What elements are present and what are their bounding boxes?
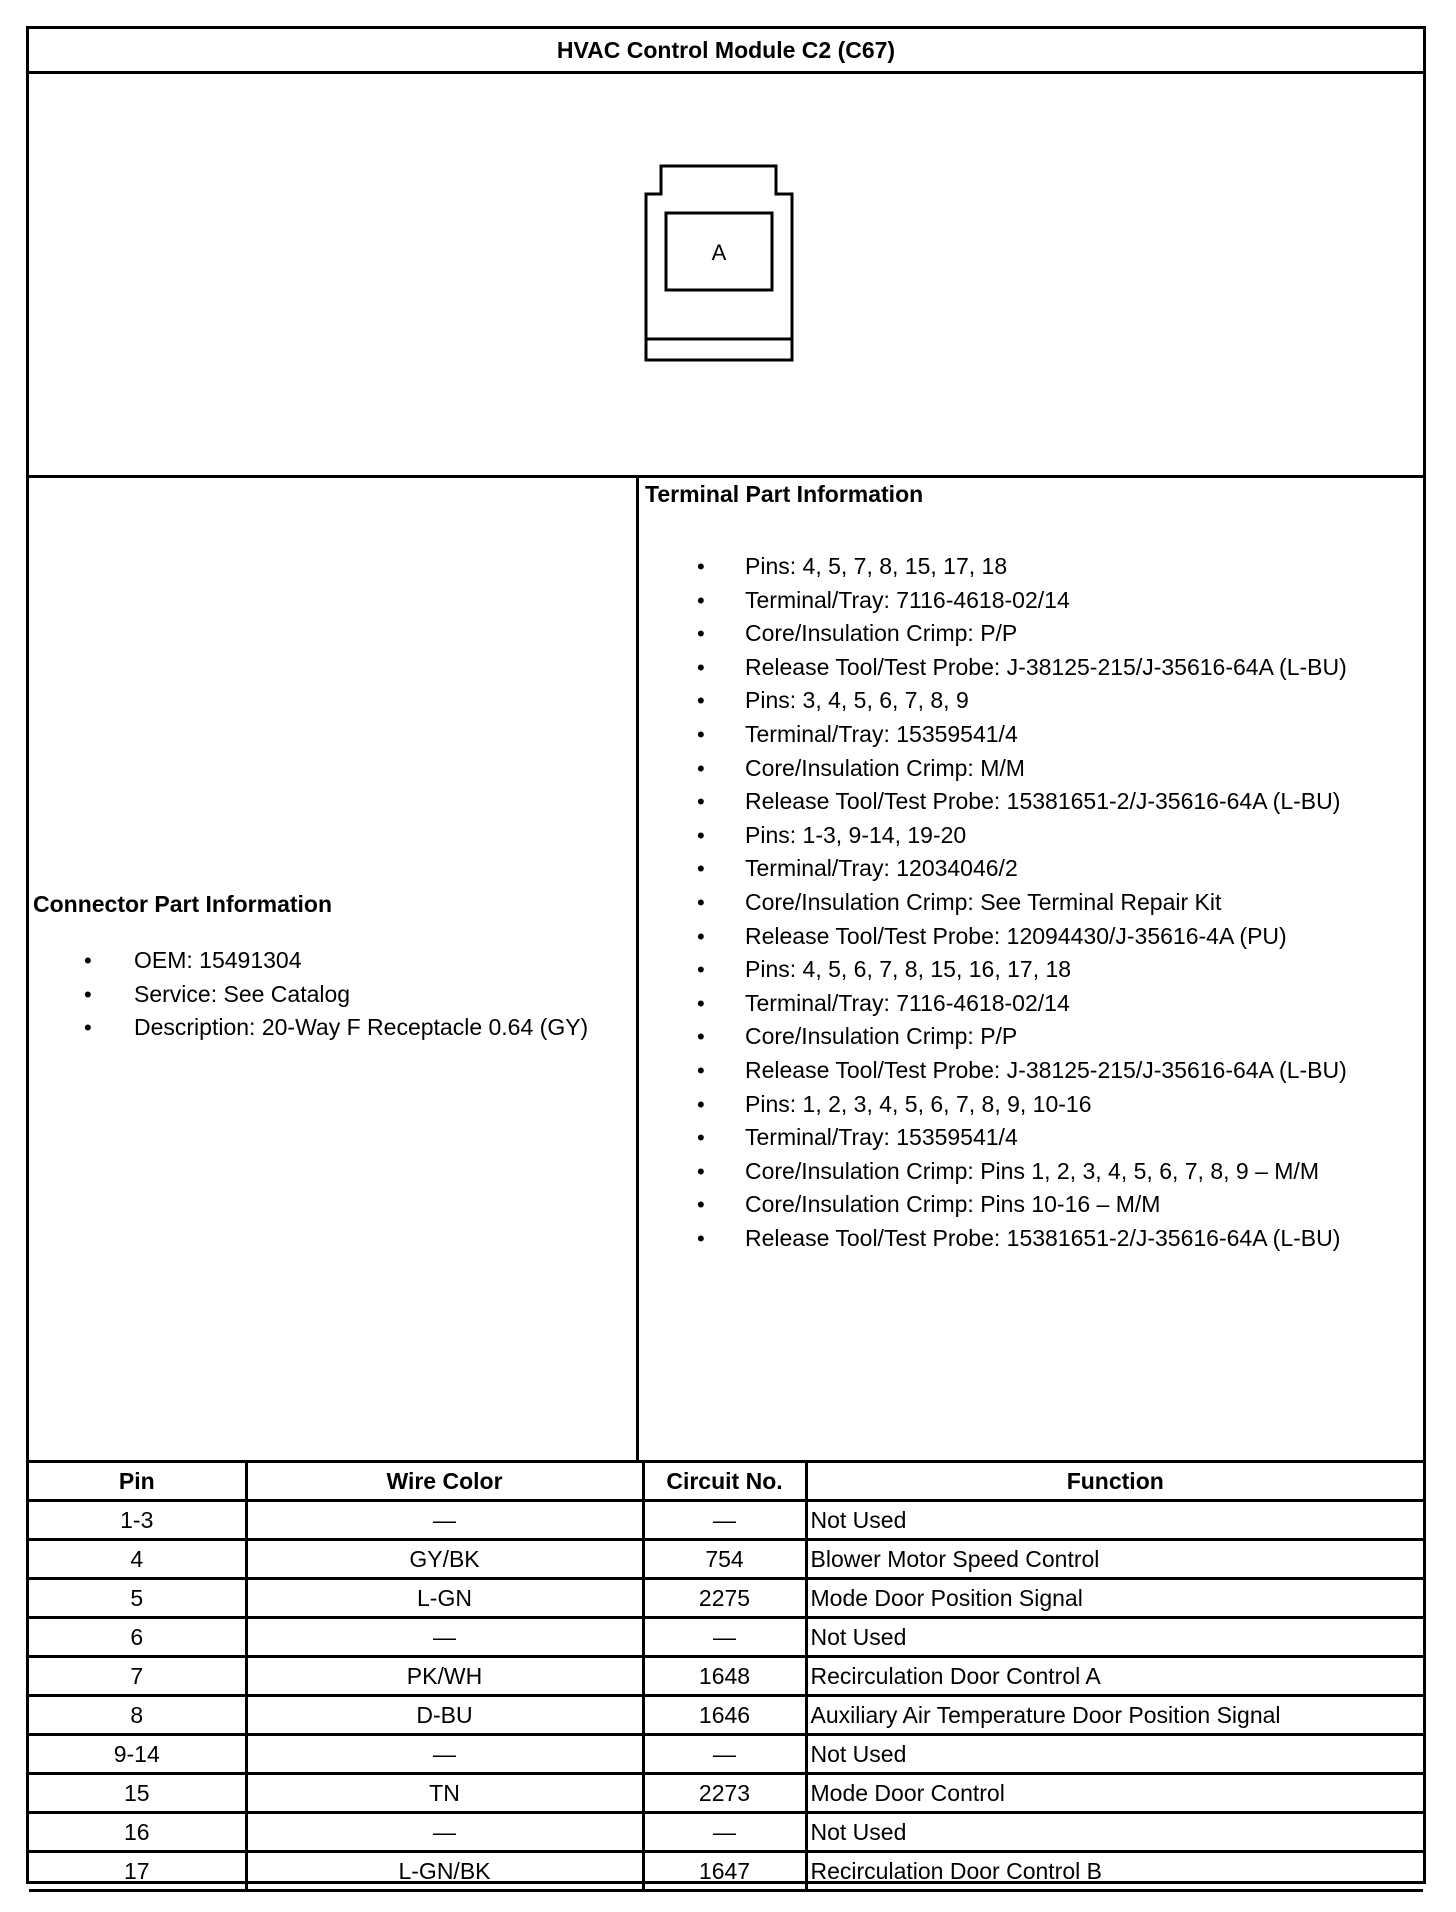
wire-color-cell: —	[246, 1735, 643, 1774]
wire-color-cell: TN	[246, 1774, 643, 1813]
list-item: • Core/Insulation Crimp: See Terminal Repair Kit	[642, 886, 1347, 920]
pin-cell: 15	[29, 1774, 246, 1813]
pin-cell: 9-14	[29, 1735, 246, 1774]
wire-color-cell: L-GN	[246, 1579, 643, 1618]
list-item: • OEM: 15491304	[29, 944, 588, 978]
circuit-cell: —	[643, 1618, 806, 1657]
list-item: • Core/Insulation Crimp: M/M	[642, 752, 1347, 786]
function-cell: Blower Motor Speed Control	[806, 1540, 1423, 1579]
list-item: • Terminal/Tray: 7116-4618-02/14	[642, 987, 1347, 1021]
list-item: • Terminal/Tray: 15359541/4	[642, 718, 1347, 752]
column-header-circuit: Circuit No.	[643, 1462, 806, 1501]
terminal-group	[642, 550, 1347, 684]
list-item: • Release Tool/Test Probe: 15381651-2/J-35616-64A (L-BU)	[642, 785, 1347, 819]
connector-sheet	[26, 26, 1426, 1884]
circuit-cell: 2273	[643, 1774, 806, 1813]
list-item: • Release Tool/Test Probe: J-38125-215/J-35616-64A (L-BU)	[642, 651, 1347, 685]
pin-cell: 8	[29, 1696, 246, 1735]
list-item: • Description: 20-Way F Receptacle 0.64 (GY)	[29, 1011, 588, 1045]
function-cell: Not Used	[806, 1735, 1423, 1774]
circuit-cell: —	[643, 1735, 806, 1774]
function-cell: Not Used	[806, 1618, 1423, 1657]
terminal-group	[642, 953, 1347, 1087]
pin-cell: 16	[29, 1813, 246, 1852]
connector-part-info	[29, 478, 639, 1460]
wire-color-cell: GY/BK	[246, 1540, 643, 1579]
list-item: • Terminal/Tray: 15359541/4	[642, 1121, 1347, 1155]
wire-color-cell: —	[246, 1618, 643, 1657]
function-cell: Mode Door Control	[806, 1774, 1423, 1813]
wire-color-cell: —	[246, 1501, 643, 1540]
function-cell: Not Used	[806, 1813, 1423, 1852]
list-item: • Pins: 4, 5, 7, 8, 15, 17, 18	[642, 550, 1347, 584]
terminal-part-info	[642, 478, 1423, 1460]
list-item: • Terminal/Tray: 7116-4618-02/14	[642, 584, 1347, 618]
list-item: • Release Tool/Test Probe: 12094430/J-35616-4A (PU)	[642, 920, 1347, 954]
list-item: • Core/Insulation Crimp: P/P	[642, 617, 1347, 651]
list-item: • Pins: 1, 2, 3, 4, 5, 6, 7, 8, 9, 10-16	[642, 1088, 1347, 1122]
cavity-label: A	[711, 240, 727, 265]
connector-part-info-heading: Connector Part Information	[33, 891, 333, 917]
list-item: • Core/Insulation Crimp: Pins 10-16 – M/M	[642, 1188, 1347, 1222]
pin-cell: 6	[29, 1618, 246, 1657]
table-row	[29, 1735, 1423, 1774]
function-cell: Mode Door Position Signal	[806, 1579, 1423, 1618]
list-item: • Release Tool/Test Probe: 15381651-2/J-35616-64A (L-BU)	[642, 1222, 1347, 1256]
list-item: • Pins: 1-3, 9-14, 19-20	[642, 819, 1347, 853]
column-header-function: Function	[806, 1462, 1423, 1501]
table-header-row	[29, 1462, 1423, 1501]
wire-color-cell: L-GN/BK	[246, 1852, 643, 1891]
column-header-pin: Pin	[29, 1462, 246, 1501]
pin-cell: 17	[29, 1852, 246, 1891]
circuit-cell: 1646	[643, 1696, 806, 1735]
connector-part-list	[29, 944, 588, 1045]
table-row	[29, 1696, 1423, 1735]
list-item: • Core/Insulation Crimp: Pins 1, 2, 3, 4, 5, 6, 7, 8, 9 – M/M	[642, 1155, 1347, 1189]
circuit-cell: 2275	[643, 1579, 806, 1618]
circuit-cell: 1647	[643, 1852, 806, 1891]
list-item: • Pins: 4, 5, 6, 7, 8, 15, 16, 17, 18	[642, 953, 1347, 987]
connector-drawing	[29, 71, 1423, 478]
table-row	[29, 1540, 1423, 1579]
wire-color-cell: D-BU	[246, 1696, 643, 1735]
list-item: • Service: See Catalog	[29, 978, 588, 1012]
pin-cell: 1-3	[29, 1501, 246, 1540]
circuit-cell: 754	[643, 1540, 806, 1579]
connector-face-icon	[29, 71, 1423, 475]
terminal-group	[642, 684, 1347, 818]
list-item: • Release Tool/Test Probe: J-38125-215/J-35616-64A (L-BU)	[642, 1054, 1347, 1088]
column-header-wire-color: Wire Color	[246, 1462, 643, 1501]
function-cell: Auxiliary Air Temperature Door Position Signal	[806, 1696, 1423, 1735]
list-item: • Core/Insulation Crimp: P/P	[642, 1020, 1347, 1054]
circuit-cell: 1648	[643, 1657, 806, 1696]
part-info-section	[29, 478, 1423, 1460]
table-row	[29, 1579, 1423, 1618]
table-row	[29, 1618, 1423, 1657]
page-title: HVAC Control Module C2 (C67)	[29, 29, 1423, 74]
wire-color-cell: —	[246, 1813, 643, 1852]
table-row	[29, 1852, 1423, 1891]
pin-cell: 7	[29, 1657, 246, 1696]
function-cell: Recirculation Door Control B	[806, 1852, 1423, 1891]
pin-cell: 5	[29, 1579, 246, 1618]
circuit-cell: —	[643, 1501, 806, 1540]
terminal-group	[642, 1088, 1347, 1256]
pin-table	[29, 1460, 1423, 1892]
table-row	[29, 1774, 1423, 1813]
pin-cell: 4	[29, 1540, 246, 1579]
table-row	[29, 1813, 1423, 1852]
function-cell: Recirculation Door Control A	[806, 1657, 1423, 1696]
wire-color-cell: PK/WH	[246, 1657, 643, 1696]
terminal-groups	[642, 550, 1347, 1255]
terminal-part-info-heading: Terminal Part Information	[645, 481, 924, 507]
list-item: • Terminal/Tray: 12034046/2	[642, 852, 1347, 886]
function-cell: Not Used	[806, 1501, 1423, 1540]
list-item: • Pins: 3, 4, 5, 6, 7, 8, 9	[642, 684, 1347, 718]
table-row	[29, 1657, 1423, 1696]
terminal-group	[642, 819, 1347, 953]
table-row	[29, 1501, 1423, 1540]
circuit-cell: —	[643, 1813, 806, 1852]
